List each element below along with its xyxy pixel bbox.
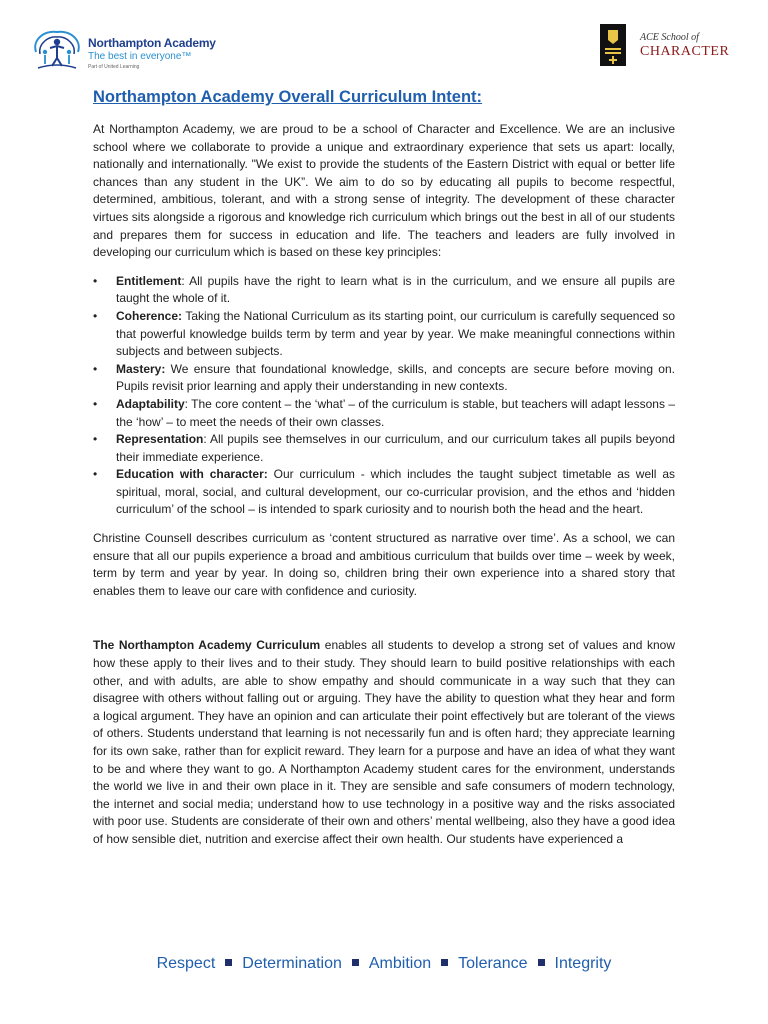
principle-item — [93, 273, 675, 308]
northampton-academy-logo — [30, 24, 220, 76]
principle-item — [93, 431, 675, 466]
bullet: • — [93, 396, 98, 411]
org-name: Northampton Academy — [88, 36, 216, 50]
principle-term: Education with character: — [116, 467, 268, 482]
ace-school-of-text: ACE School of — [640, 32, 699, 43]
principle-item — [93, 466, 675, 519]
principle-text: Our curriculum - which includes the taught subject timetable as well as spiritual, moral, social, and cultural development, our co-curricular provision, and the ethos and ‘hidden curriculum’ of the school – is intended to spark curiosity and to nourish both the head and the heart. — [116, 467, 675, 517]
curriculum-lead: The Northampton Academy Curriculum — [93, 638, 321, 653]
values-footer — [0, 955, 768, 973]
principle-term: Mastery: — [116, 361, 166, 376]
curriculum-paragraph — [93, 637, 675, 848]
principle-text: Taking the National Curriculum as its starting point, our curriculum is carefully sequenced so that powerful knowledge builds term by term and year by year. We make meaningful connections within subjects and between subjects. — [116, 308, 675, 359]
principle-term: Adaptability — [116, 396, 185, 411]
principle-term: Entitlement — [116, 273, 182, 288]
bullet: • — [93, 467, 98, 482]
bullet: • — [93, 432, 98, 447]
curriculum-text: enables all students to develop a strong set of values and know how these apply to their lives and to their study. They should learn to build positive relationships with each other, and with adults, are able to show empathy and should communicate in a way such that they can disagree with others without falling out or arguing. They have the ability to question what they hear and form a logical argument. They have an opinion and can articulate their point effectively but are tolerant of the views of others. Students understand that learning is not necessarily fun and is often hard; they appreciate learning for its own sake, rather than for explicit reward. They learn for a purpose and have an idea of what they want to be and where they want to go. A Northampton Academy student cares for the environment, understands the world we live in and their own place in it. They are sensible and safe consumers of modern technology, the internet and social media; understand how to use technology in a positive way and the risks associated with poor use. Students are considerate of their own and others’ mental wellbeing, also they have a good idea of how sensible diet, nutrition and exercise affect their own health. Our students have experienced a — [93, 638, 676, 846]
value-tolerance: Tolerance — [458, 955, 528, 972]
bullet: • — [93, 273, 98, 288]
principle-text: : The core content – the ‘what’ – of the curriculum is stable, but teachers will adapt lessons – the ‘how’ – to meet the needs of their own classes. — [116, 396, 675, 429]
square-separator-icon — [538, 959, 545, 966]
square-separator-icon — [225, 959, 232, 966]
principle-text: We ensure that foundational knowledge, skills, and concepts are secure before moving on. Pupils revisit prior learning and apply their understanding in new contexts. — [116, 361, 675, 394]
intro-paragraph: At Northampton Academy, we are proud to be a school of Character and Excellence. We are an inclusive school where we collaborate to provide a unique and extraordinary experience that sets us apart: locally, nationally and internationally. "We exist to provide the students of the Eastern District with equal or better life chances than any student in the UK”. We aim to do so by educating all pupils to become respectful, determined, ambitious, tolerant, and with a strong sense of integrity. The development of these character virtues sits alongside a rigorous and knowledge rich curriculum which brings out the best in all of our students and prepares them for success in education and life. The teachers and leaders are fully involved in developing our curriculum which is based on these key principles: — [93, 122, 675, 260]
square-separator-icon — [352, 959, 359, 966]
page-title: Northampton Academy Overall Curriculum Intent: — [93, 88, 483, 106]
page-header — [0, 0, 768, 85]
value-integrity: Integrity — [554, 955, 612, 972]
principle-term: Representation — [116, 432, 204, 447]
org-subline: Part of United Learning — [88, 64, 140, 70]
character-text: CHARACTER — [640, 44, 730, 59]
quality-mark-badge-icon — [600, 24, 626, 66]
ace-character-logo — [600, 24, 740, 68]
counsell-paragraph: Christine Counsell describes curriculum as ‘content structured as narrative over time’. As a school, we can ensure that all our pupils experience a broad and ambitious curriculum that builds over time – week by week, term by term and year by year. In doing so, children bring their own experience into a shared story that enables them to leave our care with confidence and curiosity. — [93, 531, 675, 598]
square-separator-icon — [441, 959, 448, 966]
principle-item — [93, 361, 675, 396]
principle-term: Coherence: — [116, 308, 183, 323]
principle-text: : All pupils see themselves in our curriculum, and our curriculum takes all pupils beyond their immediate experience. — [116, 432, 675, 464]
value-ambition: Ambition — [368, 955, 432, 972]
value-respect: Respect — [156, 955, 216, 972]
document-body — [93, 88, 675, 849]
bullet: • — [93, 308, 98, 323]
bullet: • — [93, 361, 98, 376]
org-tagline: The best in everyone™ — [88, 51, 192, 62]
value-determination: Determination — [242, 955, 342, 972]
principle-text: : All pupils have the right to learn what is in the curriculum, and we ensure all pupils are taught the whole of it. — [116, 273, 675, 306]
key-principles-list — [93, 273, 675, 519]
principle-item — [93, 396, 675, 431]
tree-people-icon — [30, 26, 84, 74]
principle-item — [93, 308, 675, 361]
